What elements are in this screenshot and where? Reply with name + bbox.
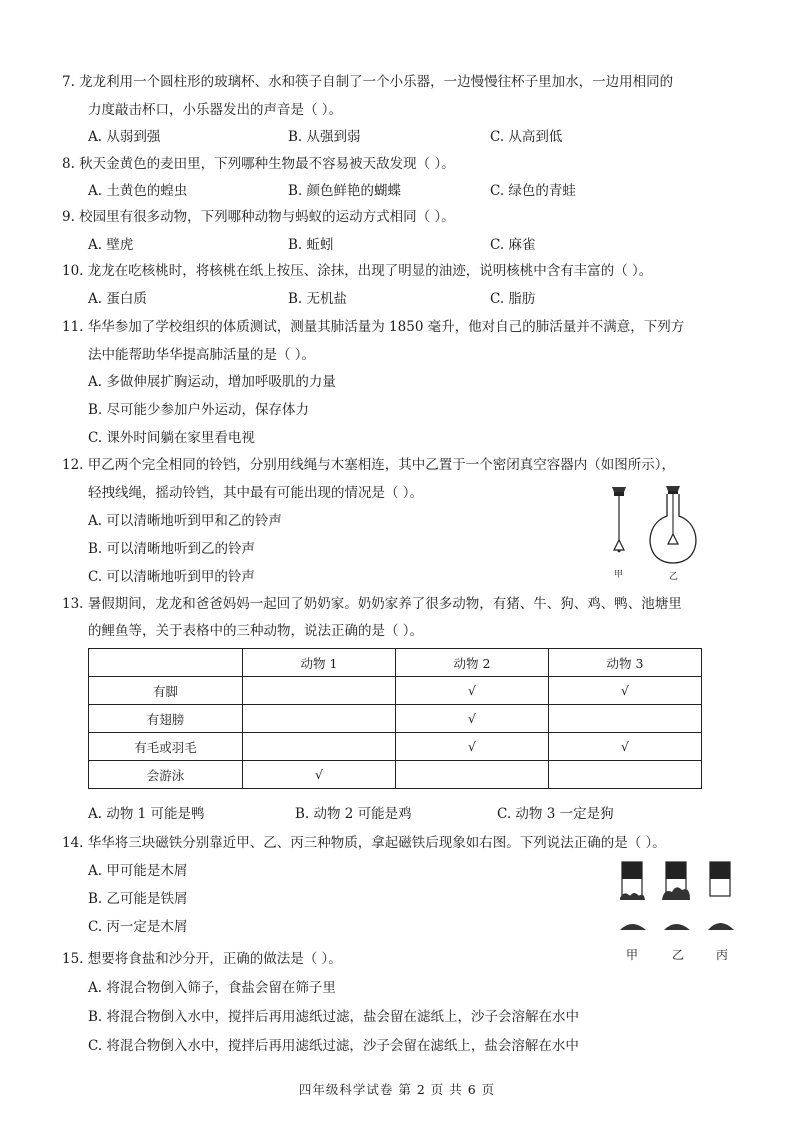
table-cell: 有脚	[89, 677, 243, 705]
table-cell: √	[396, 677, 549, 705]
q10-option-b: B. 无机盐	[288, 291, 348, 307]
q10-stem: 10. 龙龙在吃核桃时，将核桃在纸上按压、涂抹，出现了明显的油迹，说明核桃中含有丰富的（ ）。	[62, 263, 653, 279]
table-cell	[243, 677, 396, 705]
table-cell: 有翅膀	[89, 705, 243, 733]
q11-option-b: B. 尽可能少参加户外运动，保存体力	[88, 402, 310, 418]
animal-traits-table	[88, 648, 702, 789]
q7-option-b: B. 从强到弱	[288, 129, 361, 145]
table-cell: √	[396, 733, 549, 761]
fig-label-bing: 丙	[716, 948, 729, 962]
magnet-experiment-figure	[612, 858, 742, 938]
table-cell: 有毛或羽毛	[89, 733, 243, 761]
q8-option-a: A. 土黄色的蝗虫	[88, 183, 188, 199]
q14-stem: 14. 华华将三块磁铁分别靠近甲、乙、丙三种物质，拿起磁铁后现象如右图。下列说法正确的是（ ）。	[62, 835, 666, 851]
table-cell	[549, 761, 702, 789]
q14-option-a: A. 甲可能是木屑	[88, 863, 188, 879]
table-row	[89, 761, 702, 789]
vacuum-flask-icon	[650, 486, 696, 563]
table-cell	[243, 733, 396, 761]
q14-option-b: B. 乙可能是铁屑	[88, 891, 188, 907]
q13-stem-cont: 的鲤鱼等，关于表格中的三种动物，说法正确的是（ ）。	[88, 623, 424, 639]
table-cell	[396, 761, 549, 789]
table-header-cell: 动物 3	[549, 649, 702, 677]
bell-jia-icon	[612, 487, 626, 552]
q8-option-b: B. 颜色鲜艳的蝴蝶	[288, 183, 402, 199]
table-cell: √	[396, 705, 549, 733]
q9-stem: 9. 校园里有很多动物，下列哪种动物与蚂蚁的运动方式相同（ ）。	[62, 209, 455, 225]
table-header-cell	[89, 649, 243, 677]
q9-option-b: B. 蚯蚓	[288, 237, 334, 253]
table-row	[89, 677, 702, 705]
magnet-bing-icon	[708, 862, 734, 930]
q8-option-c: C. 绿色的青蛙	[490, 183, 576, 199]
q13-option-b: B. 动物 2 可能是鸡	[295, 806, 412, 822]
magnet-jia-icon	[620, 862, 646, 930]
q15-option-c: C. 将混合物倒入水中，搅拌后再用滤纸过滤，沙子会留在滤纸上，盐会溶解在水中	[88, 1038, 579, 1054]
fig-label-jia: 甲	[614, 570, 624, 580]
table-cell: √	[549, 733, 702, 761]
table-row	[89, 733, 702, 761]
q8-stem: 8. 秋天金黄色的麦田里，下列哪种生物最不容易被天敌发现（ ）。	[62, 156, 455, 172]
fig-label-yi: 乙	[669, 572, 679, 582]
q7-stem-cont: 力度敲击杯口，小乐器发出的声音是（ ）。	[88, 102, 343, 118]
q12-option-c: C. 可以清晰地听到甲的铃声	[88, 569, 255, 585]
table-header-cell: 动物 1	[243, 649, 396, 677]
q7-stem: 7. 龙龙利用一个圆柱形的玻璃杯、水和筷子自制了一个小乐器，一边慢慢往杯子里加水，一边用相同的	[62, 74, 674, 90]
q10-option-a: A. 蛋白质	[88, 291, 147, 307]
q13-stem: 13. 暑假期间，龙龙和爸爸妈妈一起回了奶奶家。奶奶家养了很多动物，有猪、牛、狗、鸡、鸭、池塘里	[62, 596, 682, 612]
fig-label-jia: 甲	[626, 948, 639, 962]
q12-stem: 12. 甲乙两个完全相同的铃铛，分别用线绳与木塞相连，其中乙置于一个密闭真空容器内（如图所示），	[62, 457, 676, 473]
q11-option-a: A. 多做伸展扩胸运动，增加呼吸肌的力量	[88, 374, 336, 390]
q12-option-a: A. 可以清晰地听到甲和乙的铃声	[88, 513, 282, 529]
q11-stem: 11. 华华参加了学校组织的体质测试，测量其肺活量为 1850 毫升，他对自己的肺活量并不满意，下列方	[62, 319, 685, 335]
q12-option-b: B. 可以清晰地听到乙的铃声	[88, 541, 256, 557]
q11-option-c: C. 课外时间躺在家里看电视	[88, 430, 255, 446]
q15-stem: 15. 想要将食盐和沙分开，正确的做法是（ ）。	[62, 951, 342, 967]
q15-option-b: B. 将混合物倒入水中，搅拌后再用滤纸过滤，盐会留在滤纸上，沙子会溶解在水中	[88, 1009, 580, 1025]
q7-option-a: A. 从弱到强	[88, 129, 161, 145]
table-cell	[549, 705, 702, 733]
table-header-cell: 动物 2	[396, 649, 549, 677]
q14-option-c: C. 丙一定是木屑	[88, 919, 188, 935]
fig-label-yi: 乙	[672, 948, 685, 962]
table-cell: √	[243, 761, 396, 789]
q15-option-a: A. 将混合物倒入筛子，食盐会留在筛子里	[88, 980, 336, 996]
q9-option-c: C. 麻雀	[490, 237, 536, 253]
table-cell	[243, 705, 396, 733]
q13-option-c: C. 动物 3 一定是狗	[497, 806, 614, 822]
q7-option-c: C. 从高到低	[490, 129, 563, 145]
q10-option-c: C. 脂肪	[490, 291, 536, 307]
magnet-yi-icon	[662, 862, 690, 930]
table-cell: 会游泳	[89, 761, 243, 789]
table-row	[89, 705, 702, 733]
table-cell: √	[549, 677, 702, 705]
q13-option-a: A. 动物 1 可能是鸭	[88, 806, 205, 822]
page-footer: 四年级科学试卷 第 2 页 共 6 页	[298, 1082, 496, 1097]
q9-option-a: A. 壁虎	[88, 237, 134, 253]
table-header-row	[89, 649, 702, 677]
q12-stem-cont: 轻拽线绳，摇动铃铛，其中最有可能出现的情况是（ ）。	[88, 485, 424, 501]
q11-stem-cont: 法中能帮助华华提高肺活量的是（ ）。	[88, 347, 316, 363]
